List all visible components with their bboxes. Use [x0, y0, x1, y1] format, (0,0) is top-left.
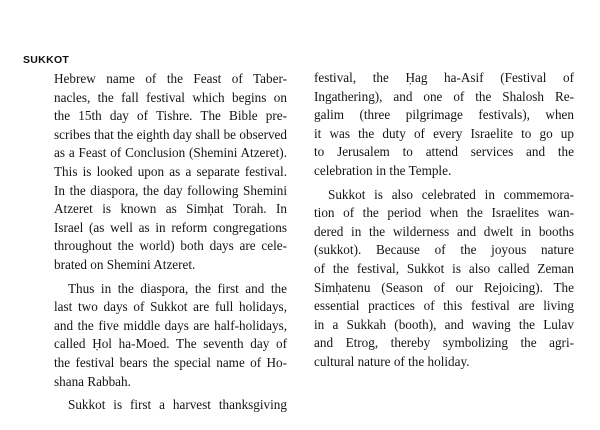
- text-line: Sukkot is first a harvest thanksgiving: [68, 397, 287, 413]
- text-line: the festival bears the special name of Ho-: [54, 354, 287, 370]
- text-line: called Ḥol ha-Moed. The seventh day of: [54, 336, 287, 352]
- entry-heading: SUKKOT: [23, 54, 70, 66]
- text-line: cultural nature of the holiday.: [314, 353, 470, 369]
- text-line: the 15th day of Tishre. The Bible pre-: [54, 108, 287, 124]
- text-line: brated on Shemini Atzeret.: [54, 256, 196, 272]
- text-line: to Jerusalem to attend services and the: [314, 144, 574, 160]
- text-line: shana Rabbah.: [54, 373, 131, 389]
- text-line: and the five middle days are half-holidays,: [54, 317, 287, 333]
- text-line: galim (three pilgrimage festivals), when: [314, 107, 574, 123]
- text-line: In the diaspora, the day following Shemini: [54, 182, 287, 198]
- text-line: nacles, the fall festival which begins on: [54, 89, 287, 105]
- text-line: it was the duty of every Israelite to go up: [314, 125, 574, 141]
- text-line: Israel (as well as in reform congregations: [54, 219, 287, 235]
- text-line: last two days of Sukkot are full holidays,: [54, 299, 287, 315]
- text-line: as a Feast of Conclusion (Shemini Atzeret).: [54, 145, 287, 161]
- text-line: This is looked upon as a separate festival.: [54, 163, 287, 179]
- text-line: dered in the wilderness and dwelt in booths: [314, 223, 574, 239]
- text-line: in a Sukkah (booth), and waving the Lulav: [314, 316, 574, 332]
- text-line: of the festival, Sukkot is also called Zeman: [314, 260, 574, 276]
- text-line: celebration in the Temple.: [314, 162, 452, 178]
- text-line: Ingathering), and one of the Shalosh Re-: [314, 88, 574, 104]
- text-line: tion of the period when the Israelites wan-: [314, 205, 574, 221]
- text-line: throughout the world) both days are cele-: [54, 238, 287, 254]
- text-line: Thus in the diaspora, the first and the: [68, 280, 287, 296]
- text-line: Atzeret is known as Simḥat Torah. In: [54, 201, 287, 217]
- text-line: (sukkot). Because of the joyous nature: [314, 242, 574, 258]
- left-text-column: [54, 70, 287, 415]
- right-text-column: [314, 69, 574, 372]
- text-line: Hebrew name of the Feast of Taber-: [54, 71, 287, 86]
- text-line: scribes that the eighth day shall be observed: [54, 126, 287, 142]
- text-line: festival, the Ḥag ha-Asif (Festival of: [314, 70, 574, 85]
- text-line: Sukkot is also celebrated in commemora-: [328, 186, 574, 202]
- text-line: Simḥatenu (Season of our Rejoicing). The: [314, 279, 574, 295]
- text-line: essential practices of this festival are living: [314, 298, 574, 314]
- text-line: and Etrog, thereby symbolizing the agri-: [314, 335, 574, 351]
